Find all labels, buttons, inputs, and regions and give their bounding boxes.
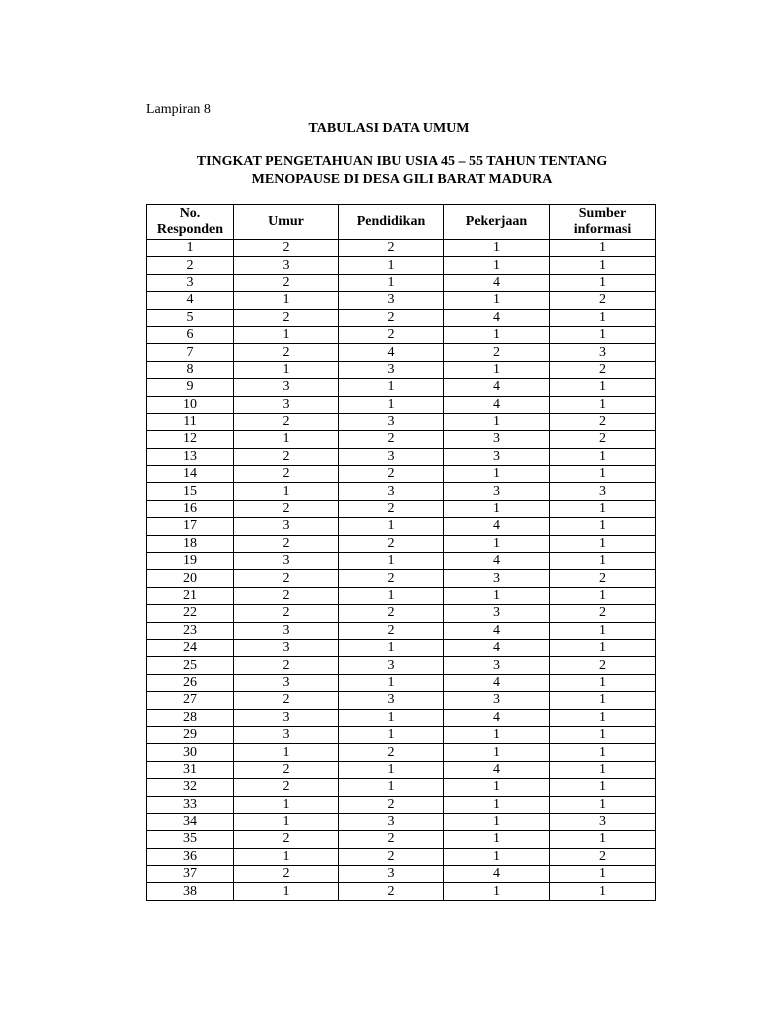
cell-pendidikan: 2 [339,240,444,257]
cell-pekerjaan: 4 [444,761,550,778]
table-row [147,431,656,448]
cell-no-responden: 29 [147,726,234,743]
cell-no-responden: 30 [147,744,234,761]
cell-pendidikan: 1 [339,553,444,570]
cell-no-responden: 13 [147,448,234,465]
cell-pendidikan: 2 [339,309,444,326]
table-row [147,605,656,622]
cell-pendidikan: 2 [339,500,444,517]
cell-pekerjaan: 4 [444,518,550,535]
table-row [147,622,656,639]
header-pendidikan [339,205,444,240]
cell-no-responden: 22 [147,605,234,622]
cell-no-responden: 11 [147,413,234,430]
cell-no-responden: 5 [147,309,234,326]
cell-pendidikan: 3 [339,813,444,830]
header-line: No. [179,206,201,221]
cell-pendidikan: 2 [339,326,444,343]
cell-sumber-informasi: 1 [550,553,656,570]
cell-pendidikan: 4 [339,344,444,361]
cell-pekerjaan: 2 [444,344,550,361]
cell-pekerjaan: 4 [444,396,550,413]
cell-pekerjaan: 1 [444,292,550,309]
cell-umur: 3 [234,396,339,413]
cell-sumber-informasi: 2 [550,292,656,309]
cell-pendidikan: 2 [339,605,444,622]
cell-pendidikan: 3 [339,361,444,378]
cell-pekerjaan: 4 [444,674,550,691]
header-line: Responden [156,222,224,237]
header-row [147,205,656,240]
table-row [147,448,656,465]
cell-umur: 3 [234,726,339,743]
table-row [147,344,656,361]
cell-no-responden: 15 [147,483,234,500]
cell-sumber-informasi: 2 [550,431,656,448]
cell-no-responden: 25 [147,657,234,674]
cell-sumber-informasi: 1 [550,309,656,326]
cell-pendidikan: 2 [339,831,444,848]
cell-pekerjaan: 4 [444,639,550,656]
cell-sumber-informasi: 1 [550,831,656,848]
table-row [147,553,656,570]
cell-pendidikan: 1 [339,779,444,796]
cell-pendidikan: 1 [339,396,444,413]
cell-no-responden: 9 [147,379,234,396]
header-line: Sumber [578,206,627,221]
data-table [146,204,656,901]
table-row [147,500,656,517]
cell-umur: 1 [234,883,339,900]
document-subtitle-line-1: TINGKAT PENGETAHUAN IBU USIA 45 – 55 TAHUN TENTANG [196,154,608,169]
table-row [147,674,656,691]
cell-pendidikan: 3 [339,413,444,430]
cell-pekerjaan: 4 [444,274,550,291]
header-line: Pekerjaan [465,214,528,229]
cell-pekerjaan: 3 [444,448,550,465]
cell-no-responden: 2 [147,257,234,274]
cell-pekerjaan: 4 [444,622,550,639]
table-row [147,396,656,413]
cell-pekerjaan: 1 [444,413,550,430]
cell-umur: 2 [234,274,339,291]
cell-pekerjaan: 3 [444,570,550,587]
header-no-responden [147,205,234,240]
cell-no-responden: 34 [147,813,234,830]
cell-pekerjaan: 1 [444,883,550,900]
cell-sumber-informasi: 1 [550,518,656,535]
cell-no-responden: 21 [147,587,234,604]
cell-sumber-informasi: 2 [550,413,656,430]
cell-umur: 3 [234,518,339,535]
cell-pendidikan: 2 [339,535,444,552]
cell-sumber-informasi: 1 [550,779,656,796]
cell-umur: 2 [234,500,339,517]
cell-sumber-informasi: 1 [550,796,656,813]
table-row [147,848,656,865]
header-line: Pendidikan [356,214,426,229]
cell-umur: 1 [234,292,339,309]
cell-sumber-informasi: 1 [550,326,656,343]
cell-pendidikan: 3 [339,657,444,674]
cell-umur: 3 [234,379,339,396]
cell-pendidikan: 1 [339,274,444,291]
cell-no-responden: 12 [147,431,234,448]
cell-pendidikan: 1 [339,639,444,656]
cell-pekerjaan: 4 [444,553,550,570]
cell-pekerjaan: 4 [444,309,550,326]
cell-pekerjaan: 1 [444,779,550,796]
cell-pendidikan: 1 [339,726,444,743]
cell-sumber-informasi: 1 [550,726,656,743]
cell-pekerjaan: 1 [444,587,550,604]
table-row [147,657,656,674]
cell-no-responden: 1 [147,240,234,257]
cell-umur: 1 [234,796,339,813]
cell-sumber-informasi: 2 [550,570,656,587]
cell-no-responden: 28 [147,709,234,726]
cell-pendidikan: 1 [339,709,444,726]
cell-pekerjaan: 1 [444,500,550,517]
table-row [147,361,656,378]
cell-sumber-informasi: 2 [550,848,656,865]
cell-umur: 2 [234,413,339,430]
cell-no-responden: 27 [147,692,234,709]
cell-no-responden: 16 [147,500,234,517]
cell-pendidikan: 2 [339,883,444,900]
cell-no-responden: 26 [147,674,234,691]
cell-no-responden: 37 [147,866,234,883]
table-row [147,779,656,796]
cell-pekerjaan: 1 [444,796,550,813]
cell-pekerjaan: 1 [444,326,550,343]
cell-no-responden: 14 [147,466,234,483]
table-row [147,866,656,883]
cell-pendidikan: 2 [339,796,444,813]
cell-sumber-informasi: 1 [550,257,656,274]
cell-umur: 2 [234,344,339,361]
table-row [147,535,656,552]
cell-pekerjaan: 4 [444,709,550,726]
cell-sumber-informasi: 2 [550,657,656,674]
cell-no-responden: 19 [147,553,234,570]
cell-pendidikan: 2 [339,570,444,587]
cell-umur: 2 [234,570,339,587]
document-title: TABULASI DATA UMUM [308,121,470,136]
cell-pekerjaan: 1 [444,831,550,848]
cell-umur: 2 [234,535,339,552]
table-row [147,813,656,830]
table-row [147,379,656,396]
cell-pekerjaan: 1 [444,726,550,743]
table-row [147,257,656,274]
cell-sumber-informasi: 1 [550,674,656,691]
table-row [147,883,656,900]
cell-umur: 2 [234,448,339,465]
cell-sumber-informasi: 2 [550,361,656,378]
cell-umur: 3 [234,639,339,656]
cell-umur: 2 [234,309,339,326]
cell-sumber-informasi: 1 [550,866,656,883]
cell-no-responden: 10 [147,396,234,413]
cell-umur: 1 [234,813,339,830]
table-row [147,413,656,430]
cell-sumber-informasi: 1 [550,500,656,517]
cell-sumber-informasi: 1 [550,466,656,483]
cell-no-responden: 7 [147,344,234,361]
cell-umur: 1 [234,483,339,500]
cell-sumber-informasi: 1 [550,274,656,291]
cell-no-responden: 6 [147,326,234,343]
cell-pekerjaan: 1 [444,361,550,378]
cell-umur: 2 [234,831,339,848]
cell-umur: 1 [234,848,339,865]
cell-sumber-informasi: 1 [550,379,656,396]
cell-pendidikan: 2 [339,431,444,448]
cell-pendidikan: 1 [339,518,444,535]
table-row [147,796,656,813]
cell-sumber-informasi: 1 [550,448,656,465]
cell-umur: 1 [234,431,339,448]
cell-pekerjaan: 1 [444,466,550,483]
cell-sumber-informasi: 1 [550,587,656,604]
cell-sumber-informasi: 1 [550,639,656,656]
cell-pekerjaan: 1 [444,240,550,257]
header-line: informasi [573,222,632,237]
cell-pekerjaan: 4 [444,379,550,396]
cell-sumber-informasi: 3 [550,344,656,361]
cell-pendidikan: 1 [339,257,444,274]
cell-pekerjaan: 3 [444,692,550,709]
cell-umur: 2 [234,779,339,796]
cell-umur: 3 [234,674,339,691]
cell-pendidikan: 3 [339,292,444,309]
cell-umur: 2 [234,692,339,709]
header-line: Umur [268,214,304,229]
cell-no-responden: 36 [147,848,234,865]
cell-pendidikan: 2 [339,848,444,865]
cell-sumber-informasi: 2 [550,605,656,622]
cell-pendidikan: 2 [339,466,444,483]
cell-umur: 1 [234,361,339,378]
document-subtitle-line-2: MENOPAUSE DI DESA GILI BARAT MADURA [251,172,553,187]
cell-sumber-informasi: 1 [550,535,656,552]
cell-umur: 2 [234,240,339,257]
cell-no-responden: 4 [147,292,234,309]
table-row [147,292,656,309]
cell-pekerjaan: 1 [444,257,550,274]
cell-sumber-informasi: 1 [550,240,656,257]
header-umur [234,205,339,240]
cell-pekerjaan: 3 [444,431,550,448]
table-row [147,709,656,726]
cell-pekerjaan: 1 [444,744,550,761]
cell-no-responden: 8 [147,361,234,378]
cell-pekerjaan: 3 [444,605,550,622]
cell-umur: 2 [234,657,339,674]
cell-no-responden: 20 [147,570,234,587]
cell-no-responden: 23 [147,622,234,639]
cell-no-responden: 35 [147,831,234,848]
cell-umur: 2 [234,587,339,604]
cell-no-responden: 24 [147,639,234,656]
cell-sumber-informasi: 1 [550,761,656,778]
table-row [147,240,656,257]
cell-pendidikan: 1 [339,379,444,396]
cell-umur: 1 [234,326,339,343]
cell-pekerjaan: 4 [444,866,550,883]
table-body [147,240,656,901]
cell-no-responden: 17 [147,518,234,535]
cell-pendidikan: 1 [339,674,444,691]
cell-no-responden: 33 [147,796,234,813]
cell-pendidikan: 2 [339,622,444,639]
cell-no-responden: 18 [147,535,234,552]
table-header [147,205,656,240]
cell-pekerjaan: 3 [444,657,550,674]
cell-umur: 2 [234,866,339,883]
cell-sumber-informasi: 1 [550,883,656,900]
table-row [147,326,656,343]
cell-umur: 3 [234,622,339,639]
cell-sumber-informasi: 1 [550,744,656,761]
table-row [147,831,656,848]
cell-pekerjaan: 3 [444,483,550,500]
cell-pendidikan: 3 [339,692,444,709]
table-row [147,466,656,483]
cell-umur: 3 [234,257,339,274]
cell-sumber-informasi: 1 [550,692,656,709]
cell-umur: 2 [234,466,339,483]
table-row [147,309,656,326]
cell-no-responden: 32 [147,779,234,796]
cell-no-responden: 31 [147,761,234,778]
cell-pekerjaan: 1 [444,848,550,865]
cell-pekerjaan: 1 [444,535,550,552]
cell-umur: 2 [234,605,339,622]
cell-umur: 1 [234,744,339,761]
table-row [147,639,656,656]
table-row [147,726,656,743]
cell-umur: 3 [234,553,339,570]
cell-pendidikan: 1 [339,587,444,604]
table-row [147,274,656,291]
cell-sumber-informasi: 3 [550,813,656,830]
table-row [147,483,656,500]
cell-pekerjaan: 1 [444,813,550,830]
appendix-label: Lampiran 8 [146,102,211,117]
cell-pendidikan: 1 [339,761,444,778]
cell-no-responden: 38 [147,883,234,900]
table-row [147,761,656,778]
cell-sumber-informasi: 1 [550,709,656,726]
cell-pendidikan: 3 [339,448,444,465]
cell-umur: 3 [234,709,339,726]
table-row [147,692,656,709]
cell-pendidikan: 2 [339,744,444,761]
cell-pendidikan: 3 [339,866,444,883]
cell-sumber-informasi: 1 [550,396,656,413]
header-pekerjaan [444,205,550,240]
cell-pendidikan: 3 [339,483,444,500]
cell-umur: 2 [234,761,339,778]
table-row [147,744,656,761]
cell-no-responden: 3 [147,274,234,291]
table-row [147,518,656,535]
cell-sumber-informasi: 1 [550,622,656,639]
table-row [147,570,656,587]
cell-sumber-informasi: 3 [550,483,656,500]
table-row [147,587,656,604]
header-sumber-informasi [550,205,656,240]
